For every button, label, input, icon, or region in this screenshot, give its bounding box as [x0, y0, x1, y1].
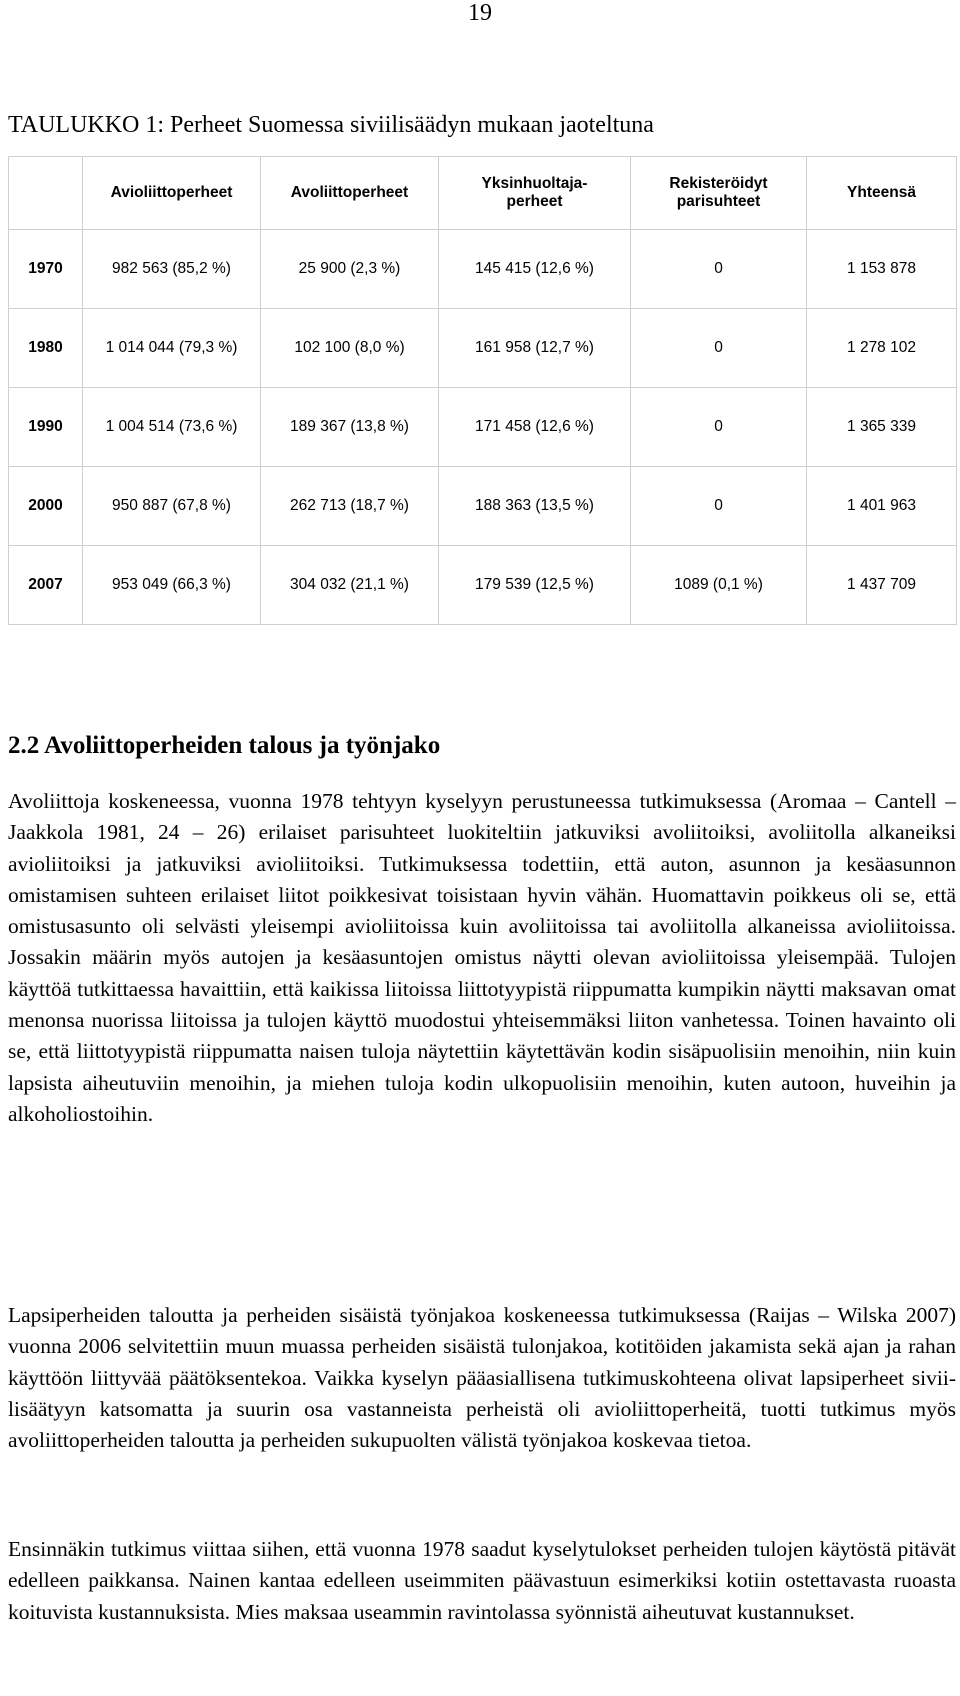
table-cell: 1 004 514 (73,6 %)	[83, 388, 261, 467]
table-cell: 1 014 044 (79,3 %)	[83, 309, 261, 388]
header-line: perheet	[506, 193, 563, 210]
year-cell: 1980	[9, 309, 83, 388]
body-paragraph: Lapsiperheiden taloutta ja perheiden sisäistä työnjakoa koskeneessa tutkimuksessa (Raijas – Wilska 2007) vuonna 2006 selvitettiin muun muassa perheiden sisäistä tulonjakoa, kotitöiden jakamista sekä ajan ja rahan käyttöön liittyvää päätöksentekoa. Vaikka kyselyn pääasiallisena tutkimuskohteena olivat lapsiperheet siviilisäätyyn katsomatta ja suurin osa vastanneista perheistä oli avioliittoperheitä, tuotti tutkimus myös avoliittoperheiden taloutta ja perheiden sukupuolten välistä työnjakoa koskevaa tietoa.	[8, 1303, 956, 1453]
table-cell: 0	[631, 309, 807, 388]
table-cell: 262 713 (18,7 %)	[261, 467, 439, 546]
table-cell: 171 458 (12,6 %)	[439, 388, 631, 467]
header-cell	[631, 157, 807, 230]
body-paragraph: Avoliittoja koskeneessa, vuonna 1978 tehtyyn kyselyyn perustuneessa tutkimuksessa (Aromaa – Cantell – Jaakkola 1981, 24 – 26) erilaiset parisuhteet luokiteltiin jatkuviksi avoliitoiksi, avoliitolla alkaneiksi avioliitoiksi ja jatkuviksi avioliitoiksi. Tutkimuksessa todettiin, että auton, asunnon ja kesäasunnon omistamisen suhteen erilaiset liitot poikkesivat toisistaan hyvin vähän. Huomattavin poikkeus oli se, että omistusasunto oli selvästi yleisempi avioliitoissa kuin avoliitoissa tai avoliitolla alkaneissa avioliitoissa. Jossakin määrin myös autojen ja kesäasuntojen omistus näytti olevan avioliitoissa yleisempää. Tulojen käyttöä tutkittaessa havaittiin, että kaikissa liitoissa liittotyypistä riippumatta kumpikin näytti maksavan omat menonsa nuorissa liitoissa ja tulojen käyttö muodostui yhteisemmäksi liiton vanhetessa. Toinen havainto oli se, että liittotyypistä riippumatta naisen tuloja näytettiin käytettävän kodin sisäpuolisiin menoihin, niin kuin lapsista aiheutuviin menoihin, ja miehen tuloja kodin ulkopuolisiin menoihin, kuten autoon, huveihin ja alkoholiostoihin.	[8, 789, 956, 1126]
table-cell: 953 049 (66,3 %)	[83, 546, 261, 625]
table-row	[9, 309, 957, 388]
table-cell: 304 032 (21,1 %)	[261, 546, 439, 625]
table-row	[9, 546, 957, 625]
table-title: TAULUKKO 1: Perheet Suomessa siviilisäädyn mukaan jaoteltuna	[8, 112, 654, 138]
table-cell: 950 887 (67,8 %)	[83, 467, 261, 546]
table-cell: 1089 (0,1 %)	[631, 546, 807, 625]
table-cell: 1 278 102	[807, 309, 957, 388]
table-cell: 179 539 (12,5 %)	[439, 546, 631, 625]
family-statistics-table	[8, 156, 957, 625]
table-cell: 0	[631, 230, 807, 309]
year-cell: 2007	[9, 546, 83, 625]
body-paragraph: Ensinnäkin tutkimus viittaa siihen, että vuonna 1978 saadut kyselytulokset perheiden tulojen käytöstä pitävät edelleen paikkansa. Nainen kantaa edelleen useimmiten päävastuun esimerkiksi kotiin ostettavasta ruoasta koituvista kustannuksista. Mies maksaa useammin ravintolassa syönnistä aiheutuvat kustannukset.	[8, 1537, 956, 1624]
page-number: 19	[468, 0, 492, 26]
table-cell: 25 900 (2,3 %)	[261, 230, 439, 309]
header-line: parisuhteet	[676, 193, 761, 210]
table-row	[9, 467, 957, 546]
header-cell: Yhteensä	[807, 157, 957, 230]
year-cell: 1990	[9, 388, 83, 467]
table-row	[9, 388, 957, 467]
table-cell: 0	[631, 388, 807, 467]
table-body	[9, 230, 957, 625]
year-cell: 1970	[9, 230, 83, 309]
table-cell: 1 401 963	[807, 467, 957, 546]
table-cell: 145 415 (12,6 %)	[439, 230, 631, 309]
header-line: Rekisteröidyt	[669, 175, 768, 192]
header-cell: Avoliittoperheet	[261, 157, 439, 230]
header-cell	[439, 157, 631, 230]
table-cell: 0	[631, 467, 807, 546]
header-cell-year	[9, 157, 83, 230]
header-line: Yksinhuoltaja-	[481, 175, 588, 192]
table-row	[9, 230, 957, 309]
section-heading: 2.2 Avoliittoperheiden talous ja työnjako	[8, 732, 441, 759]
table-cell: 161 958 (12,7 %)	[439, 309, 631, 388]
table-cell: 102 100 (8,0 %)	[261, 309, 439, 388]
table-cell: 1 153 878	[807, 230, 957, 309]
table-cell: 1 365 339	[807, 388, 957, 467]
year-cell: 2000	[9, 467, 83, 546]
table-cell: 189 367 (13,8 %)	[261, 388, 439, 467]
table-cell: 188 363 (13,5 %)	[439, 467, 631, 546]
table-cell: 982 563 (85,2 %)	[83, 230, 261, 309]
header-cell: Avioliittoperheet	[83, 157, 261, 230]
table-cell: 1 437 709	[807, 546, 957, 625]
table-header	[9, 157, 957, 230]
table-header-row	[9, 157, 957, 230]
